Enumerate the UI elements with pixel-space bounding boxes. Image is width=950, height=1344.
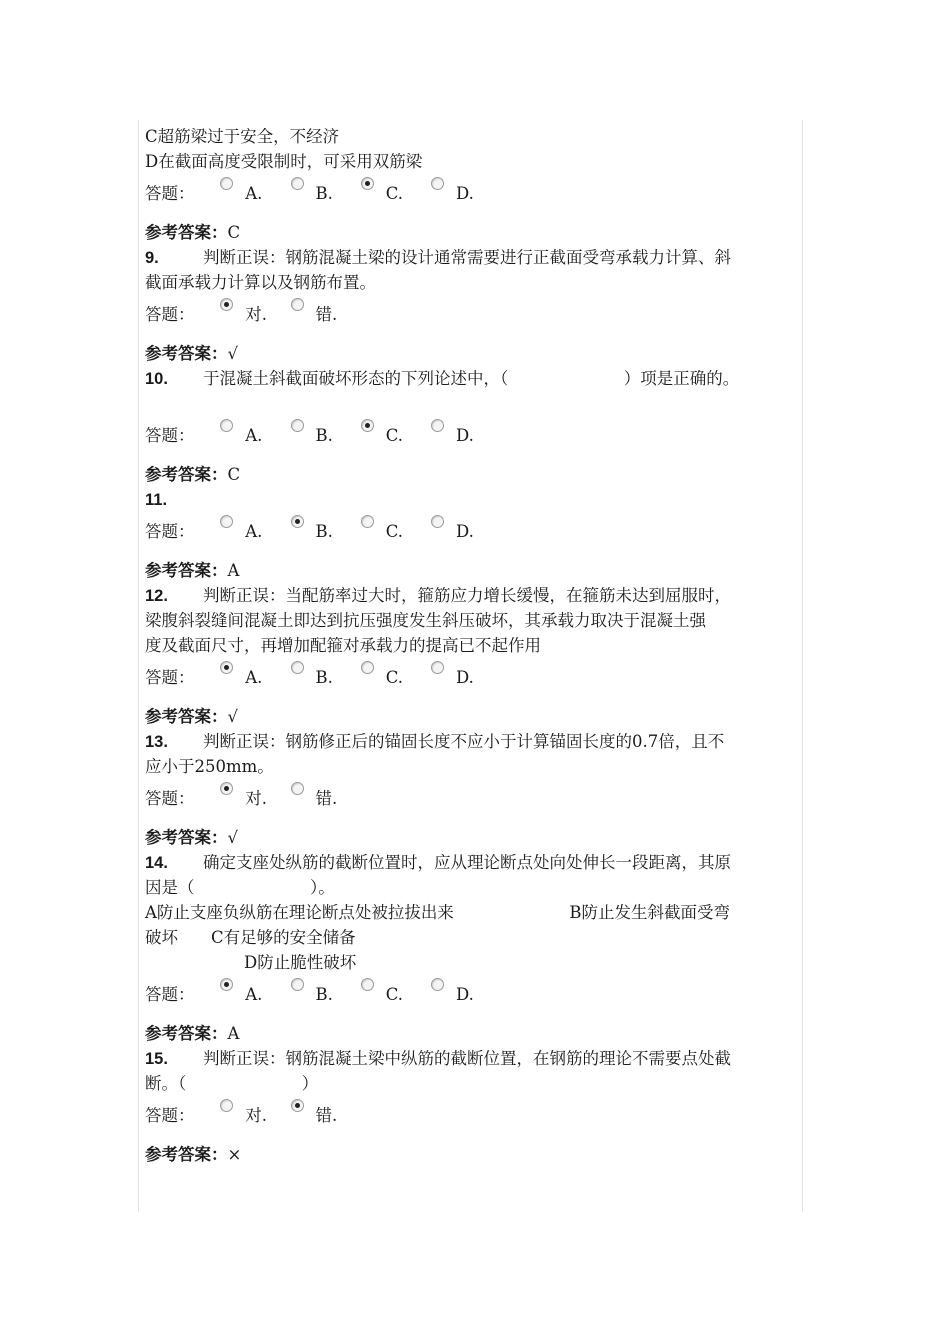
choice-false[interactable]: 错. <box>291 782 352 813</box>
answer-row <box>145 661 805 689</box>
radio-button[interactable] <box>291 978 304 991</box>
radio-button-selected[interactable] <box>220 298 233 311</box>
radio-button[interactable] <box>220 419 233 432</box>
answer-label: 答题： <box>145 1106 195 1125</box>
radio-button[interactable] <box>431 177 444 190</box>
answer-label: 答题： <box>145 522 195 541</box>
radio-button[interactable] <box>291 298 304 311</box>
page-frame-left <box>138 120 139 1212</box>
answer-label: 答题： <box>145 668 195 687</box>
radio-button-selected[interactable] <box>220 782 233 795</box>
question-stem: 判断正误：钢筋混凝土梁的设计通常需要进行正截面受弯承载力计算、斜 <box>203 248 731 267</box>
question-stem-cont: 截面承载力计算以及钢筋布置。 <box>145 273 376 292</box>
radio-button[interactable] <box>291 419 304 432</box>
radio-button[interactable] <box>220 177 233 190</box>
question-13 <box>145 729 805 754</box>
question-stem-cont: 因是（ ）。 <box>145 878 335 897</box>
choice-a[interactable]: A. <box>220 177 281 208</box>
answer-row <box>145 978 805 1006</box>
reference-answer: 参考答案：A <box>145 561 240 580</box>
choice-a[interactable]: A. <box>220 419 281 450</box>
answer-row <box>145 515 805 543</box>
radio-button-selected[interactable] <box>220 661 233 674</box>
answer-row <box>145 298 805 326</box>
radio-button-selected[interactable] <box>361 177 374 190</box>
choice-b[interactable]: B. <box>291 661 352 692</box>
choice-true[interactable]: 对. <box>220 1099 281 1130</box>
choice-c[interactable]: C. <box>361 515 422 546</box>
answer-label: 答题： <box>145 184 195 203</box>
radio-button[interactable] <box>431 419 444 432</box>
choice-d[interactable]: D. <box>431 419 492 450</box>
choice-b[interactable]: B. <box>291 515 352 546</box>
answer-label: 答题： <box>145 985 195 1004</box>
reference-answer: 参考答案：C <box>145 465 241 484</box>
radio-button[interactable] <box>291 177 304 190</box>
answer-row <box>145 1099 805 1127</box>
radio-button[interactable] <box>361 661 374 674</box>
reference-answer: 参考答案：√ <box>145 344 239 363</box>
question-stem-cont: 断。（ ） <box>145 1074 319 1093</box>
answer-label: 答题： <box>145 426 195 445</box>
reference-answer: 参考答案：√ <box>145 828 239 847</box>
question-stem-cont: 度及截面尺寸，再增加配箍对承载力的提高已不起作用 <box>145 636 541 655</box>
answer-label: 答题： <box>145 305 195 324</box>
radio-button[interactable] <box>291 661 304 674</box>
question-stem: 确定支座处纵筋的截断位置时，应从理论断点处向处伸长一段距离，其原 <box>203 853 731 872</box>
choice-true[interactable]: 对. <box>220 782 281 813</box>
radio-button-selected[interactable] <box>291 1099 304 1112</box>
radio-button-selected[interactable] <box>361 419 374 432</box>
question-14 <box>145 850 805 875</box>
question-options-text: 破坏 C有足够的安全储备 <box>145 928 356 947</box>
choice-c[interactable]: C. <box>361 978 422 1009</box>
choice-true[interactable]: 对. <box>220 298 281 329</box>
choice-b[interactable]: B. <box>291 177 352 208</box>
choice-c[interactable]: C. <box>361 419 422 450</box>
choice-d[interactable]: D. <box>431 515 492 546</box>
radio-button-selected[interactable] <box>220 978 233 991</box>
choice-d[interactable]: D. <box>431 177 492 208</box>
choice-b[interactable]: B. <box>291 978 352 1009</box>
question-number: 14. <box>145 854 168 872</box>
radio-button[interactable] <box>431 661 444 674</box>
answer-label: 答题： <box>145 789 195 808</box>
radio-button[interactable] <box>291 782 304 795</box>
radio-button[interactable] <box>361 978 374 991</box>
option-text: C超筋梁过于安全，不经济 <box>145 127 340 146</box>
choice-d[interactable]: D. <box>431 978 492 1009</box>
option-text: D在截面高度受限制时，可采用双筋梁 <box>145 152 423 171</box>
radio-button[interactable] <box>220 515 233 528</box>
question-stem: 于混凝土斜截面破坏形态的下列论述中，（ ）项是正确的。 <box>203 369 740 388</box>
choice-b[interactable]: B. <box>291 419 352 450</box>
question-number: 13. <box>145 733 168 751</box>
question-stem: 判断正误：钢筋修正后的锚固长度不应小于计算锚固长度的0.7倍，且不 <box>203 732 725 751</box>
answer-row <box>145 419 805 447</box>
choice-a[interactable]: A. <box>220 515 281 546</box>
question-11 <box>145 487 805 512</box>
radio-button[interactable] <box>431 515 444 528</box>
question-9 <box>145 245 805 270</box>
reference-answer: 参考答案：× <box>145 1145 242 1164</box>
question-number: 15. <box>145 1050 168 1068</box>
choice-c[interactable]: C. <box>361 177 422 208</box>
question-stem: 判断正误：钢筋混凝土梁中纵筋的截断位置，在钢筋的理论不需要点处截 <box>203 1049 731 1068</box>
choice-a[interactable]: A. <box>220 661 281 692</box>
choice-a[interactable]: A. <box>220 978 281 1009</box>
radio-button[interactable] <box>431 978 444 991</box>
question-stem-cont: 应小于250mm。 <box>145 757 274 776</box>
answer-row <box>145 782 805 810</box>
question-10 <box>145 366 805 391</box>
reference-answer: 参考答案：C <box>145 223 241 242</box>
question-list <box>145 124 805 1167</box>
question-stem-cont: 梁腹斜裂缝间混凝土即达到抗压强度发生斜压破坏，其承载力取决于混凝土强 <box>145 611 706 630</box>
question-number: 12. <box>145 587 168 605</box>
choice-false[interactable]: 错. <box>291 298 352 329</box>
answer-row <box>145 177 805 205</box>
question-number: 9. <box>145 249 159 267</box>
question-options-text: D防止脆性破坏 <box>145 953 357 972</box>
radio-button-selected[interactable] <box>291 515 304 528</box>
radio-button[interactable] <box>361 515 374 528</box>
question-number: 10. <box>145 370 168 388</box>
question-12 <box>145 583 805 608</box>
choice-false[interactable]: 错. <box>291 1099 352 1130</box>
question-options-text: A防止支座负纵筋在理论断点处被拉拔出来 B防止发生斜截面受弯 <box>145 903 731 922</box>
choice-c[interactable]: C. <box>361 661 422 692</box>
choice-d[interactable]: D. <box>431 661 492 692</box>
question-15 <box>145 1046 805 1071</box>
radio-button[interactable] <box>220 1099 233 1112</box>
question-number: 11. <box>145 491 168 509</box>
reference-answer: 参考答案：A <box>145 1024 240 1043</box>
question-stem: 判断正误：当配筋率过大时，箍筋应力增长缓慢，在箍筋未达到屈服时， <box>203 586 731 605</box>
reference-answer: 参考答案：√ <box>145 707 239 726</box>
